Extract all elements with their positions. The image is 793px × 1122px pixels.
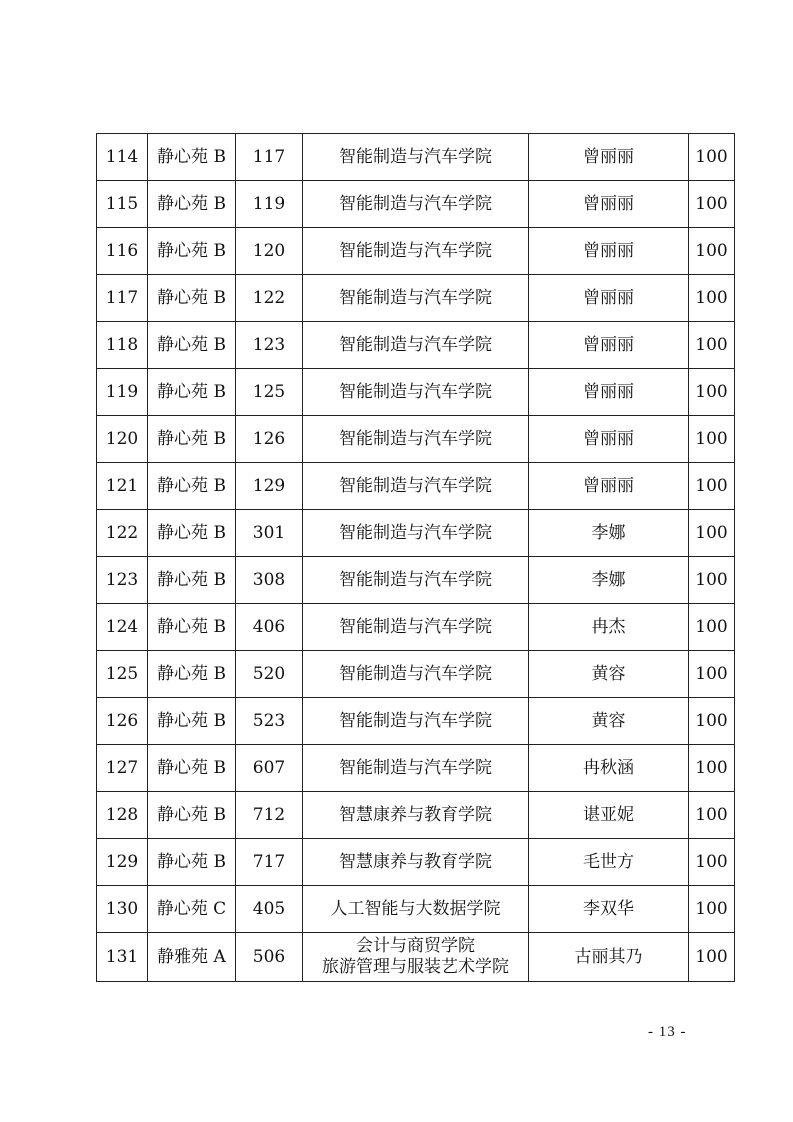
person-in-charge-cell: 古丽其乃: [529, 933, 689, 982]
building-cell: 静心苑 C: [148, 886, 236, 933]
table-body: [97, 134, 735, 982]
table-row: [97, 275, 735, 322]
person-in-charge-cell: 黄容: [529, 698, 689, 745]
score-cell: 100: [689, 416, 735, 463]
college-cell: [303, 463, 529, 510]
room-cell: 405: [236, 886, 303, 933]
row-number-cell: 122: [97, 510, 148, 557]
row-number-cell: 126: [97, 698, 148, 745]
table-row: [97, 651, 735, 698]
college-name: 智慧康养与教育学院: [339, 805, 492, 825]
score-cell: 100: [689, 792, 735, 839]
room-cell: 126: [236, 416, 303, 463]
person-in-charge-cell: 曾丽丽: [529, 369, 689, 416]
college-cell: [303, 510, 529, 557]
college-name: 智能制造与汽车学院: [339, 523, 492, 543]
college-cell: [303, 745, 529, 792]
room-cell: 523: [236, 698, 303, 745]
score-cell: 100: [689, 510, 735, 557]
score-cell: 100: [689, 651, 735, 698]
table-row: [97, 463, 735, 510]
college-cell: [303, 933, 529, 982]
college-name: 智能制造与汽车学院: [339, 382, 492, 402]
score-cell: 100: [689, 275, 735, 322]
row-number-cell: 125: [97, 651, 148, 698]
room-cell: 308: [236, 557, 303, 604]
person-in-charge-cell: 黄容: [529, 651, 689, 698]
table-row: [97, 745, 735, 792]
room-cell: 712: [236, 792, 303, 839]
college-name: 智能制造与汽车学院: [339, 711, 492, 731]
row-number-cell: 120: [97, 416, 148, 463]
person-in-charge-cell: 曾丽丽: [529, 322, 689, 369]
row-number-cell: 114: [97, 134, 148, 181]
room-cell: 117: [236, 134, 303, 181]
score-cell: 100: [689, 228, 735, 275]
college-cell: [303, 369, 529, 416]
college-name: 智能制造与汽车学院: [339, 241, 492, 261]
person-in-charge-cell: 曾丽丽: [529, 463, 689, 510]
college-cell: [303, 322, 529, 369]
college-name: 会计与商贸学院: [356, 936, 475, 956]
row-number-cell: 116: [97, 228, 148, 275]
person-in-charge-cell: 曾丽丽: [529, 181, 689, 228]
score-cell: 100: [689, 745, 735, 792]
room-cell: 520: [236, 651, 303, 698]
score-cell: 100: [689, 134, 735, 181]
building-cell: 静心苑 B: [148, 228, 236, 275]
person-in-charge-cell: 冉杰: [529, 604, 689, 651]
score-cell: 100: [689, 557, 735, 604]
table-row: [97, 369, 735, 416]
building-cell: 静心苑 B: [148, 792, 236, 839]
person-in-charge-cell: 谌亚妮: [529, 792, 689, 839]
college-name: 智能制造与汽车学院: [339, 147, 492, 167]
row-number-cell: 123: [97, 557, 148, 604]
college-name: 智能制造与汽车学院: [339, 476, 492, 496]
building-cell: 静心苑 B: [148, 745, 236, 792]
room-cell: 717: [236, 839, 303, 886]
row-number-cell: 128: [97, 792, 148, 839]
person-in-charge-cell: 曾丽丽: [529, 416, 689, 463]
row-number-cell: 121: [97, 463, 148, 510]
building-cell: 静心苑 B: [148, 322, 236, 369]
college-name: 智慧康养与教育学院: [339, 852, 492, 872]
room-cell: 406: [236, 604, 303, 651]
room-cell: 123: [236, 322, 303, 369]
row-number-cell: 129: [97, 839, 148, 886]
room-cell: 301: [236, 510, 303, 557]
score-cell: 100: [689, 322, 735, 369]
building-cell: 静心苑 B: [148, 698, 236, 745]
score-cell: 100: [689, 181, 735, 228]
college-name: 智能制造与汽车学院: [339, 617, 492, 637]
table-row: [97, 839, 735, 886]
table-row: [97, 228, 735, 275]
person-in-charge-cell: 曾丽丽: [529, 275, 689, 322]
college-cell: [303, 839, 529, 886]
table-row: [97, 604, 735, 651]
table-row: [97, 510, 735, 557]
score-cell: 100: [689, 698, 735, 745]
person-in-charge-cell: 李娜: [529, 557, 689, 604]
table-row: [97, 886, 735, 933]
table-row: [97, 134, 735, 181]
college-name: 智能制造与汽车学院: [339, 758, 492, 778]
college-cell: [303, 557, 529, 604]
building-cell: 静心苑 B: [148, 181, 236, 228]
row-number-cell: 119: [97, 369, 148, 416]
room-cell: 125: [236, 369, 303, 416]
row-number-cell: 130: [97, 886, 148, 933]
person-in-charge-cell: 冉秋涵: [529, 745, 689, 792]
room-cell: 120: [236, 228, 303, 275]
building-cell: 静心苑 B: [148, 463, 236, 510]
person-in-charge-cell: 李双华: [529, 886, 689, 933]
row-number-cell: 124: [97, 604, 148, 651]
page-number: - 13 -: [648, 1024, 687, 1040]
building-cell: 静心苑 B: [148, 557, 236, 604]
room-cell: 122: [236, 275, 303, 322]
college-name: 智能制造与汽车学院: [339, 194, 492, 214]
building-cell: 静心苑 B: [148, 369, 236, 416]
room-cell: 506: [236, 933, 303, 982]
college-name: 智能制造与汽车学院: [339, 288, 492, 308]
building-cell: 静心苑 B: [148, 510, 236, 557]
row-number-cell: 118: [97, 322, 148, 369]
college-cell: [303, 416, 529, 463]
college-name: 智能制造与汽车学院: [339, 664, 492, 684]
score-cell: 100: [689, 933, 735, 982]
college-name: 智能制造与汽车学院: [339, 335, 492, 355]
table-row: [97, 933, 735, 982]
college-name: 智能制造与汽车学院: [339, 429, 492, 449]
college-cell: [303, 181, 529, 228]
table-row: [97, 181, 735, 228]
college-name: 人工智能与大数据学院: [330, 899, 501, 919]
college-cell: [303, 604, 529, 651]
building-cell: 静心苑 B: [148, 416, 236, 463]
score-cell: 100: [689, 839, 735, 886]
row-number-cell: 115: [97, 181, 148, 228]
room-cell: 129: [236, 463, 303, 510]
table-row: [97, 557, 735, 604]
building-cell: 静心苑 B: [148, 275, 236, 322]
college-cell: [303, 275, 529, 322]
table-row: [97, 698, 735, 745]
row-number-cell: 131: [97, 933, 148, 982]
college-cell: [303, 651, 529, 698]
person-in-charge-cell: 毛世方: [529, 839, 689, 886]
college-cell: [303, 698, 529, 745]
college-cell: [303, 134, 529, 181]
college-name: 智能制造与汽车学院: [339, 570, 492, 590]
table-row: [97, 792, 735, 839]
college-name: 旅游管理与服装艺术学院: [322, 957, 509, 977]
college-cell: [303, 886, 529, 933]
building-cell: 静心苑 B: [148, 651, 236, 698]
college-cell: [303, 228, 529, 275]
score-cell: 100: [689, 604, 735, 651]
table-row: [97, 322, 735, 369]
person-in-charge-cell: 李娜: [529, 510, 689, 557]
building-cell: 静心苑 B: [148, 604, 236, 651]
score-cell: 100: [689, 886, 735, 933]
score-cell: 100: [689, 369, 735, 416]
row-number-cell: 127: [97, 745, 148, 792]
college-cell: [303, 792, 529, 839]
room-cell: 607: [236, 745, 303, 792]
building-cell: 静心苑 B: [148, 134, 236, 181]
person-in-charge-cell: 曾丽丽: [529, 134, 689, 181]
table-row: [97, 416, 735, 463]
person-in-charge-cell: 曾丽丽: [529, 228, 689, 275]
score-cell: 100: [689, 463, 735, 510]
building-cell: 静雅苑 A: [148, 933, 236, 982]
row-number-cell: 117: [97, 275, 148, 322]
building-cell: 静心苑 B: [148, 839, 236, 886]
room-cell: 119: [236, 181, 303, 228]
dormitory-score-table: [96, 133, 735, 982]
